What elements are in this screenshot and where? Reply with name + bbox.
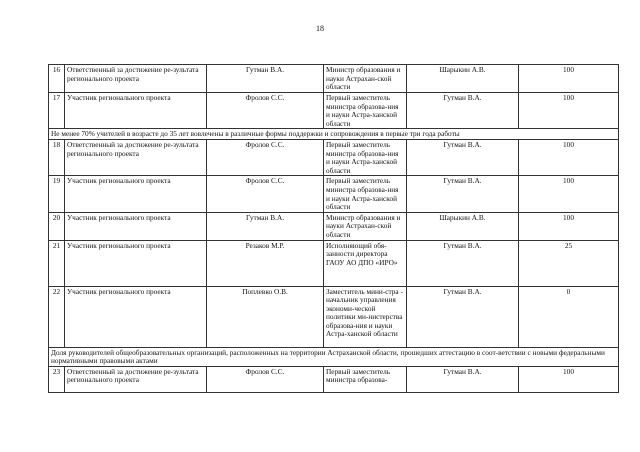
role-cell: Ответственный за достижение ре-зультата регионального проекта: [65, 139, 207, 175]
participant-name-cell: Фролов С.С.: [207, 93, 324, 129]
supervisor-cell: Гутман В.А.: [407, 176, 519, 212]
involvement-percent-cell: 100: [519, 65, 619, 93]
supervisor-cell: Гутман В.А.: [407, 366, 519, 392]
participant-name-cell: Поплевко О.В.: [207, 286, 324, 347]
row-number-cell: 23: [49, 366, 65, 392]
supervisor-cell: Шарыкин А.В.: [407, 212, 519, 240]
row-number-cell: 21: [49, 240, 65, 286]
position-cell: Заместитель мини-стра - начальник управления экономи-ческой политики ми-нистерства образова-ния и науки Астра-ханской области: [324, 286, 407, 347]
table-row: [49, 366, 619, 392]
role-cell: Участник регионального проекта: [65, 286, 207, 347]
row-number-cell: 22: [49, 286, 65, 347]
involvement-percent-cell: 100: [519, 212, 619, 240]
row-number-cell: 17: [49, 93, 65, 129]
position-cell: Исполняющий обя-занности директора ГАОУ АО ДПО «ИРО»: [324, 240, 407, 286]
row-number-cell: 20: [49, 212, 65, 240]
row-number-cell: 16: [49, 65, 65, 93]
page-number: 18: [316, 24, 324, 33]
table-row: [49, 286, 619, 347]
involvement-percent-cell: 25: [519, 240, 619, 286]
role-cell: Ответственный за достижение ре-зультата регионального проекта: [65, 65, 207, 93]
participant-name-cell: Гутман В.А.: [207, 65, 324, 93]
supervisor-cell: Гутман В.А.: [407, 240, 519, 286]
row-number-cell: 18: [49, 139, 65, 175]
position-cell: Министр образования и науки Астрахан-ской области: [324, 65, 407, 93]
position-cell: Министр образования и науки Астрахан-ской области: [324, 212, 407, 240]
table-row: [49, 139, 619, 175]
section-title: Не менее 70% учителей в возрасте до 35 лет вовлечены в различные формы поддержки и сопровождения в первые три года работы: [49, 129, 619, 140]
role-cell: Участник регионального проекта: [65, 93, 207, 129]
table-row: [49, 212, 619, 240]
position-cell: Первый заместитель министра образова-: [324, 366, 407, 392]
position-cell: Первый заместитель министра образова-ния и науки Астра-ханской области: [324, 176, 407, 212]
role-cell: Ответственный за достижение ре-зультата регионального проекта: [65, 366, 207, 392]
involvement-percent-cell: 100: [519, 93, 619, 129]
table-row: [49, 93, 619, 129]
participant-name-cell: Гутман В.А.: [207, 212, 324, 240]
participants-table: [48, 64, 619, 393]
table-row: [49, 65, 619, 93]
involvement-percent-cell: 0: [519, 286, 619, 347]
participant-name-cell: Фролов С.С.: [207, 176, 324, 212]
section-title: Доля руководителей общеобразовательных организаций, расположенных на территории Астраханской области, прошедших аттестацию в соот-ветствии с новыми федеральными нормативными правовыми актами: [49, 347, 619, 366]
supervisor-cell: Гутман В.А.: [407, 139, 519, 175]
role-cell: Участник регионального проекта: [65, 176, 207, 212]
participant-name-cell: Резаков М.Р.: [207, 240, 324, 286]
position-cell: Первый заместитель министра образова-ния и науки Астра-ханской области: [324, 93, 407, 129]
table-row: [49, 176, 619, 212]
supervisor-cell: Гутман В.А.: [407, 286, 519, 347]
table-row: [49, 240, 619, 286]
row-number-cell: 19: [49, 176, 65, 212]
involvement-percent-cell: 100: [519, 366, 619, 392]
position-cell: Первый заместитель министра образова-ния и науки Астра-ханской области: [324, 139, 407, 175]
participant-name-cell: Фролов С.С.: [207, 139, 324, 175]
role-cell: Участник регионального проекта: [65, 240, 207, 286]
section-header-row: [49, 129, 619, 140]
involvement-percent-cell: 100: [519, 139, 619, 175]
section-header-row: [49, 347, 619, 366]
supervisor-cell: Шарыкин А.В.: [407, 65, 519, 93]
participant-name-cell: Фролов С.С.: [207, 366, 324, 392]
involvement-percent-cell: 100: [519, 176, 619, 212]
supervisor-cell: Гутман В.А.: [407, 93, 519, 129]
role-cell: Участник регионального проекта: [65, 212, 207, 240]
